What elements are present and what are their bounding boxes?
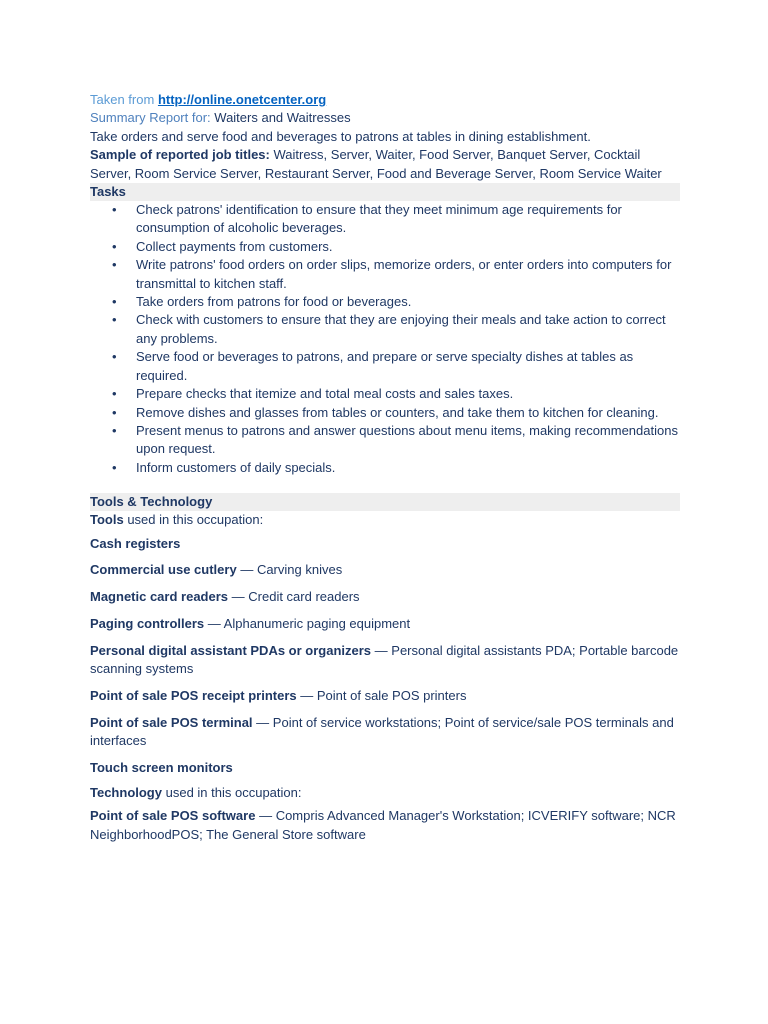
task-item xyxy=(90,238,680,256)
tool-examples: Point of service workstations; Point of service/sale POS terminals and interfaces xyxy=(90,714,674,749)
task-text: Inform customers of daily specials. xyxy=(136,459,336,475)
task-text: Present menus to patrons and answer questions about menu items, making recommendations upon request. xyxy=(136,422,678,457)
technology-suffix: used in this occupation: xyxy=(165,784,302,800)
em-dash: — xyxy=(240,562,254,578)
tools-list xyxy=(90,535,680,778)
task-text: Take orders from patrons for food or beverages. xyxy=(136,294,412,310)
tool-name: Personal digital assistant PDAs or organizers xyxy=(90,642,372,658)
source-link[interactable]: http://online.onetcenter.org xyxy=(157,92,327,107)
tool-name: Cash registers xyxy=(90,535,181,551)
tool-name: Commercial use cutlery xyxy=(90,562,237,578)
em-dash: — xyxy=(300,687,314,703)
em-dash: — xyxy=(207,615,221,631)
task-text: Collect payments from customers. xyxy=(136,238,333,254)
tool-examples: Alphanumeric paging equipment xyxy=(223,615,411,631)
task-text: Prepare checks that itemize and total meal costs and sales taxes. xyxy=(136,386,514,402)
em-dash: — xyxy=(259,808,273,824)
bullet-icon: • xyxy=(112,459,117,475)
bullet-icon: • xyxy=(112,404,117,420)
tool-entry xyxy=(90,642,680,679)
summary-line xyxy=(90,109,680,127)
task-item xyxy=(90,459,680,477)
task-text: Remove dishes and glasses from tables or counters, and take them to kitchen for cleaning. xyxy=(136,404,659,420)
task-text: Check patrons' identification to ensure that they meet minimum age requirements for consumption of alcoholic beverages. xyxy=(136,202,622,236)
bullet-icon: • xyxy=(112,202,117,218)
tool-entry xyxy=(90,714,680,751)
source-label: Taken from xyxy=(90,92,155,107)
em-dash: — xyxy=(231,589,245,605)
technology-label: Technology xyxy=(90,784,162,800)
task-item xyxy=(90,385,680,403)
tool-examples: Point of sale POS printers xyxy=(316,687,467,703)
task-text: Serve food or beverages to patrons, and prepare or serve specialty dishes at tables as required. xyxy=(136,349,634,383)
technology-intro xyxy=(90,784,680,802)
tool-examples: Carving knives xyxy=(256,562,343,578)
tool-examples: Credit card readers xyxy=(248,589,360,605)
tool-name: Touch screen monitors xyxy=(90,759,233,775)
sample-titles-label: Sample of reported job titles: xyxy=(90,147,270,163)
em-dash: — xyxy=(256,714,270,730)
task-item xyxy=(90,311,680,348)
task-item xyxy=(90,256,680,293)
task-item xyxy=(90,293,680,311)
report-content xyxy=(90,91,680,852)
sample-titles-value: Waitress, Server, Waiter, Food Server, Banquet Server, Cocktail Server, Room Service Server, Restaurant Server, Food and Beverage Server, Room Service Waiter xyxy=(90,147,662,181)
tool-name: Point of sale POS terminal xyxy=(90,714,253,730)
task-item xyxy=(90,404,680,422)
tool-entry xyxy=(90,759,680,777)
task-text: Check with customers to ensure that they are enjoying their meals and take action to correct any problems. xyxy=(136,312,666,346)
em-dash: — xyxy=(374,642,388,658)
tool-name: Magnetic card readers xyxy=(90,589,229,605)
tool-entry xyxy=(90,807,680,844)
bullet-icon: • xyxy=(112,257,117,273)
tasks-heading: Tasks xyxy=(90,183,680,201)
bullet-icon: • xyxy=(112,238,117,254)
task-item xyxy=(90,201,680,238)
tools-suffix: used in this occupation: xyxy=(127,512,264,528)
tool-entry xyxy=(90,588,680,606)
tool-entry xyxy=(90,615,680,633)
sample-titles xyxy=(90,146,680,183)
tools-label: Tools xyxy=(90,512,124,528)
task-item xyxy=(90,422,680,459)
tools-intro xyxy=(90,511,680,529)
tools-technology-heading: Tools & Technology xyxy=(90,493,680,511)
tool-name: Point of sale POS receipt printers xyxy=(90,687,297,703)
bullet-icon: • xyxy=(112,349,117,365)
task-item xyxy=(90,348,680,385)
technology-list xyxy=(90,807,680,844)
tool-entry xyxy=(90,687,680,705)
tool-name: Paging controllers xyxy=(90,615,205,631)
occupation-description: Take orders and serve food and beverages to patrons at tables in dining establishment. xyxy=(90,128,591,144)
bullet-icon: • xyxy=(112,312,117,328)
tool-name: Point of sale POS software xyxy=(90,808,256,824)
source-line xyxy=(90,91,680,109)
tool-entry xyxy=(90,535,680,553)
bullet-icon: • xyxy=(112,294,117,310)
summary-label: Summary Report for: xyxy=(90,110,211,126)
tool-entry xyxy=(90,561,680,579)
task-list xyxy=(90,201,680,477)
tool-examples: Personal digital assistants PDA; Portable barcode scanning systems xyxy=(90,642,679,677)
task-text: Write patrons' food orders on order slips, memorize orders, or enter orders into computers for transmittal to kitchen staff. xyxy=(136,257,672,291)
bullet-icon: • xyxy=(112,422,117,438)
occupation-title: Waiters and Waitresses xyxy=(214,110,351,126)
bullet-icon: • xyxy=(112,386,117,402)
tool-examples: Compris Advanced Manager's Workstation; ICVERIFY software; NCR NeighborhoodPOS; The General Store software xyxy=(90,808,676,842)
